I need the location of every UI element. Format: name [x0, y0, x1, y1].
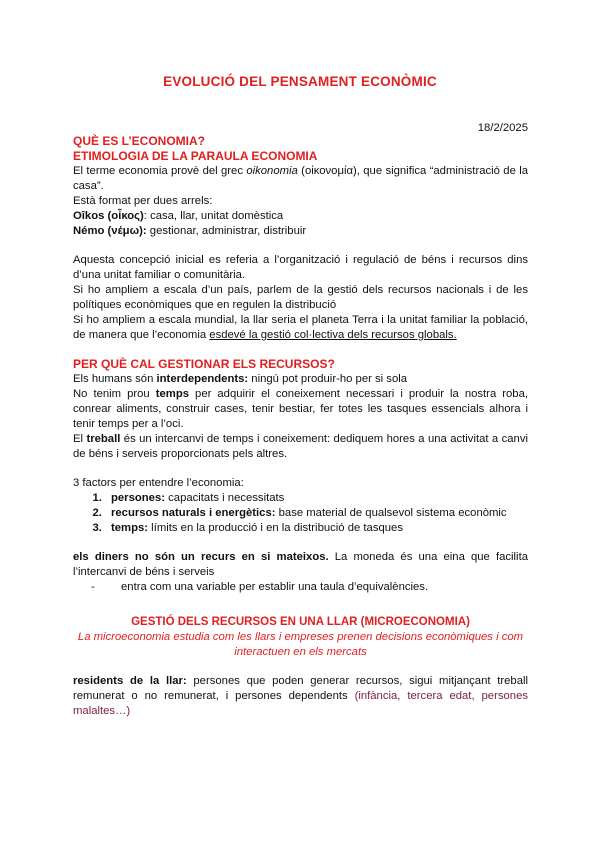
text-span: (οἰκονομία), que significa “administració de la casa”. — [73, 165, 528, 192]
spacer — [73, 343, 528, 357]
microeconomia-subtitle: La microeconomia estudia com les llars i empreses prenen decisions econòmiques i com interactuen en els mercats — [77, 631, 524, 658]
factor-definition: límits en la producció i en la distribució de tasques — [148, 522, 403, 534]
list-item: - entra com una variable per establir una taula d’equivalències. — [91, 580, 528, 595]
highlighted-text: (infància, tercera edat, persones malaltes…) — [73, 690, 528, 717]
text-span: ningú pot produir-ho per si sola — [248, 373, 408, 385]
bold-term: temps — [155, 388, 190, 400]
text-span: La moneda és una eina que facilita l’intercanvi de béns i serveis — [73, 551, 528, 578]
paragraph-treball — [73, 432, 528, 462]
root-definition: : casa, llar, unitat domèstica — [143, 210, 284, 222]
heading-que-es-economia: QUÈ ES L’ECONOMIA? — [73, 134, 206, 148]
factors-intro: 3 factors per entendre l’economia: — [73, 477, 244, 489]
bold-term: interdependents: — [156, 373, 249, 385]
spacer — [73, 239, 528, 253]
paragraph-concept: Aquesta concepció inicial es referia a l’organització i regulació de béns i recursos dins d’una unitat familiar o comunitària. — [73, 254, 528, 281]
paragraph-roots-intro: Està format per dues arrels: — [73, 195, 213, 207]
bold-term: els diners no són un recurs en si mateixos. — [73, 551, 329, 563]
paragraph-money — [73, 550, 528, 580]
spacer — [73, 595, 528, 609]
list-item — [105, 521, 528, 536]
bold-term: treball — [86, 433, 121, 445]
text-span: és un intercanvi de temps i coneixement: dediquem hores a una activitat a canvi de béns i serveis proporcionats pels altres. — [73, 433, 529, 460]
text-span: Els humans són — [73, 373, 157, 385]
paragraph-temps — [73, 387, 528, 432]
text-span: No tenim prou — [73, 388, 156, 400]
list-item — [105, 491, 528, 506]
factor-definition: base material de qualsevol sistema econòmic — [275, 507, 507, 519]
text-span: Si ho ampliem a escala mundial, la llar seria el planeta Terra i la unitat familiar la població, de manera que l’economia — [73, 314, 528, 341]
root-nemo — [73, 224, 528, 239]
text-span: El — [73, 433, 87, 445]
spacer — [73, 462, 528, 476]
paragraph-interdependents — [73, 372, 528, 387]
paragraph-country-scale: Si ho ampliem a escala d’un país, parlem de la gestió dels recursos nacionals i de les polítiques econòmiques que en regulen la distribució — [73, 284, 528, 311]
term-oikonomia: oikonomia — [246, 165, 298, 177]
factor-definition: capacitats i necessitats — [165, 492, 285, 504]
root-term: Oîkos (οἶκος) — [73, 210, 144, 222]
document-date: 18/2/2025 — [477, 122, 528, 134]
root-term: Némo (νέμω): — [73, 225, 147, 237]
root-oikos — [73, 209, 528, 224]
text-span: persones que poden generar recursos, sigui mitjançant treball remunerat o no remunerat, i persones dependents — [73, 675, 528, 702]
bold-term: residents de la llar: — [73, 675, 187, 687]
factor-term: temps: — [111, 522, 149, 534]
money-bullet-list — [73, 580, 528, 595]
document-title: EVOLUCIÓ DEL PENSAMENT ECONÒMIC — [163, 74, 437, 89]
heading-gestionar-recursos: PER QUÈ CAL GESTIONAR ELS RECURSOS? — [73, 357, 335, 371]
text-span: El terme economia provè del grec — [73, 165, 247, 177]
factor-term: recursos naturals i energètics: — [111, 507, 276, 519]
heading-etimologia: ETIMOLOGIA DE LA PARAULA ECONOMIA — [73, 149, 318, 163]
root-definition: gestionar, administrar, distribuir — [146, 225, 307, 237]
paragraph-residents — [73, 674, 528, 719]
factors-list — [73, 491, 528, 536]
spacer — [73, 660, 528, 674]
heading-microeconomia: GESTIÓ DELS RECURSOS EN UNA LLAR (MICROECONOMIA) — [131, 616, 470, 628]
document-body — [73, 134, 528, 719]
paragraph-etymology — [73, 164, 528, 194]
text-span: per adquirir el coneixement necessari i produir la nostra roba, conrear aliments, construir cases, tenir bestiar, fer totes les tasques essencials alhora i tenir temps per a l’oci. — [73, 388, 528, 430]
list-item — [105, 506, 528, 521]
underlined-text: esdevé la gestió col·lectiva dels recursos globals. — [209, 329, 457, 341]
paragraph-world-scale — [73, 313, 528, 343]
factor-term: persones: — [111, 492, 165, 504]
spacer — [73, 536, 528, 550]
